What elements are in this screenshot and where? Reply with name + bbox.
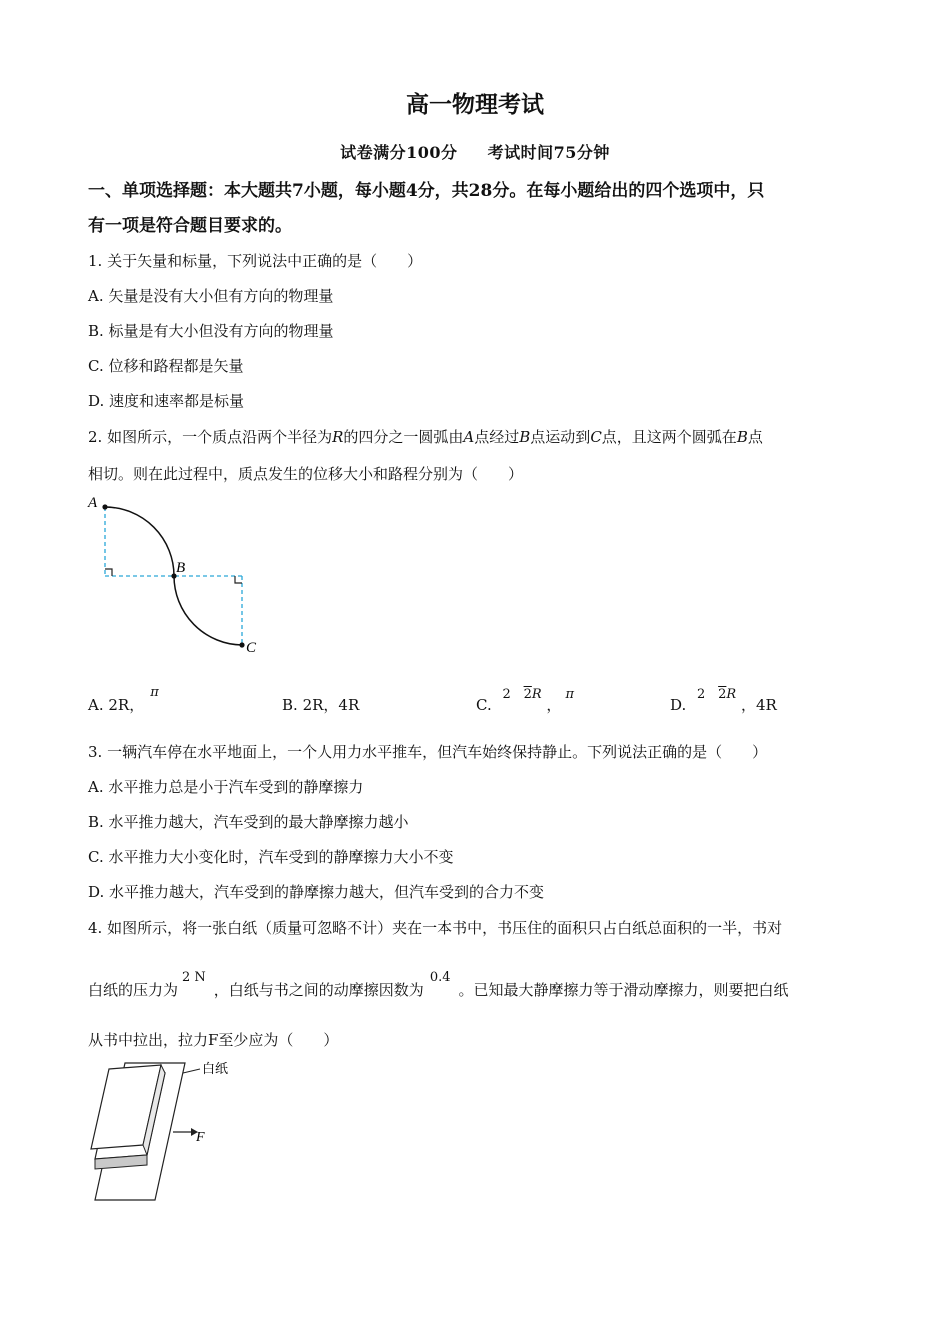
q2-option-b: B. 2R，4R [282,696,360,714]
q2-arc-figure [80,490,280,660]
q3-option-b: B. 水平推力越大，汽车受到的最大静摩擦力越小 [88,813,409,831]
q1-option-c: C. 位移和路程都是矢量 [88,357,244,375]
q2-stem-line2: 相切。则在此过程中，质点发生的位移大小和路程分别为（ ） [88,465,524,483]
q2-option-d: D. 2 2R ，4R [670,687,777,714]
exam-time: 考试时间75分钟 [487,143,610,162]
section-heading-line1: 一、单项选择题：本大题共7小题，每小题4分，共28分。在每小题给出的四个选项中，只 [88,181,765,201]
q4-book-paper-figure [85,1055,245,1210]
q1-option-b: B. 标量是有大小但没有方向的物理量 [88,322,334,340]
point-a-label: A [88,495,98,511]
section-heading-line2: 有一项是符合题目要求的。 [88,216,292,236]
q1-option-d: D. 速度和速率都是标量 [88,392,245,410]
q4-stem-line1: 4. 如图所示，将一张白纸（质量可忽略不计）夹在一本书中，书压住的面积只占白纸总面积的一半，书对 [88,919,783,937]
force-label: F [196,1130,205,1145]
q2-stem-line1: 2. 如图所示，一个质点沿两个半径为R的四分之一圆弧由A点经过B点运动到C点，且这两个圆弧在B点 [88,428,763,446]
q3-option-a: A. 水平推力总是小于汽车受到的静摩擦力 [88,778,364,796]
q4-stem-line3: 从书中拉出，拉力F至少应为（ ） [88,1031,339,1049]
full-score: 试卷满分100分 [340,143,458,162]
q3-stem: 3. 一辆汽车停在水平地面上，一个人用力水平推车，但汽车始终保持静止。下列说法正确的是（ ） [88,743,768,761]
point-c-label: C [246,640,257,656]
paper-label: 白纸 [202,1062,229,1077]
exam-info [0,140,950,163]
q1-stem: 1. 关于矢量和标量，下列说法中正确的是（ ） [88,252,423,270]
q3-option-c: C. 水平推力大小变化时，汽车受到的静摩擦力大小不变 [88,848,454,866]
q2-option-a: A. 2R，π [88,685,159,714]
q2-option-c: C. 2 2R ，π [476,687,574,714]
page-title: 高一物理考试 [406,91,544,118]
q4-stem-line2: 白纸的压力为2 N，白纸与书之间的动摩擦因数为0.4。已知最大静摩擦力等于滑动摩擦力，则要把白纸 [88,970,789,999]
q3-option-d: D. 水平推力越大，汽车受到的静摩擦力越大，但汽车受到的合力不变 [88,883,545,901]
q1-option-a: A. 矢量是没有大小但有方向的物理量 [88,287,334,305]
point-b-label: B [176,560,186,576]
